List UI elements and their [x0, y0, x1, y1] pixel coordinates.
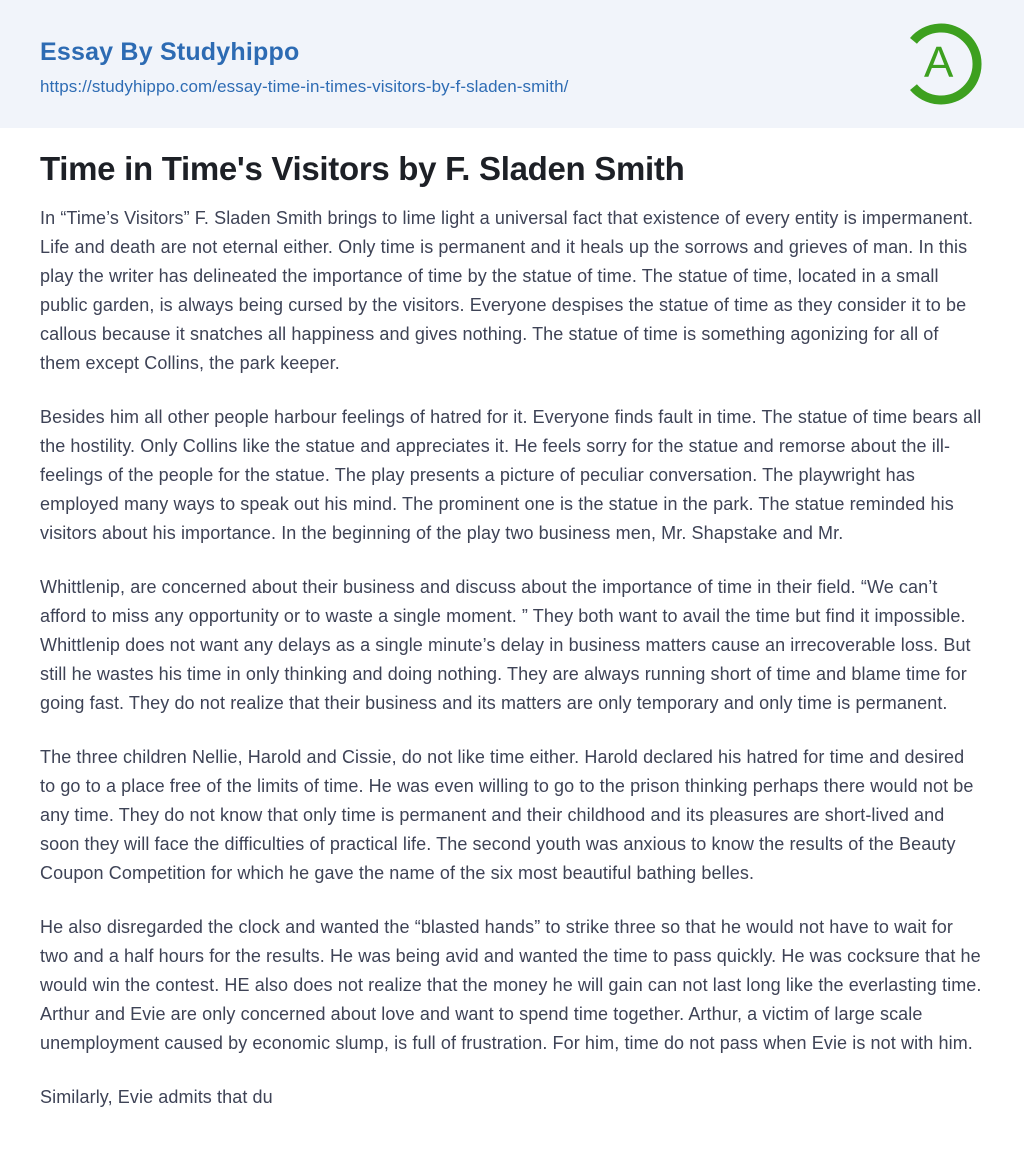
essay-article: [0, 128, 1024, 1152]
studyhippo-logo: [896, 19, 986, 109]
site-name-link[interactable]: Essay By Studyhippo: [40, 37, 300, 66]
essay-paragraph: The three children Nellie, Harold and Cissie, do not like time either. Harold declared his hatred for time and desired to go to a place free of the limits of time. He was even willing to go to the prison thinking perhaps there would not be any time. They do not know that only time is permanent and their childhood and its pleasures are short-lived and soon they will face the difficulties of practical life. The second youth was anxious to know the results of the Beauty Coupon Competition for which he gave the name of the six most beautiful bathing belles.: [40, 747, 974, 883]
page-title: Time in Time's Visitors by F. Sladen Smith: [40, 150, 685, 187]
logo-letter: A: [923, 38, 954, 88]
essay-paragraph: He also disregarded the clock and wanted the “blasted hands” to strike three so that he would not have to wait for two and a half hours for the results. He was being avid and wanted the time to pass quickly. He was cocksure that he would win the contest. HE also does not realize that the money he will gain can not last long like the everlasting time. Arthur and Evie are only concerned about love and want to spend time together. Arthur, a victim of large scale unemployment caused by economic slump, is full of frustration. For him, time do not pass when Evie is not with him.: [40, 917, 982, 1053]
essay-paragraph: Whittlenip, are concerned about their business and discuss about the importance of time in their field. “We can’t afford to miss any opportunity or to waste a single moment. ” They both want to avail the time but find it impossible. Whittlenip does not want any delays as a single minute’s delay in business matters cause an irrecoverable loss. But still he wastes his time in only thinking and doing nothing. They are always running short of time and blame time for going fast. They do not realize that their business and its matters are only temporary and only time is permanent.: [40, 577, 971, 713]
site-header: [0, 0, 1024, 128]
essay-paragraph: Similarly, Evie admits that du: [40, 1087, 273, 1107]
essay-paragraph: Besides him all other people harbour feelings of hatred for it. Everyone finds fault in time. The statue of time bears all the hostility. Only Collins like the statue and appreciates it. He feels sorry for the statue and remorse about the ill-feelings of the people for the statue. The play presents a picture of peculiar conversation. The playwright has employed many ways to speak out his mind. The prominent one is the statue in the park. The statue reminded his visitors about his importance. In the beginning of the play two business men, Mr. Shapstake and Mr.: [40, 407, 982, 543]
source-url-link[interactable]: https://studyhippo.com/essay-time-in-times-visitors-by-f-sladen-smith/: [40, 76, 569, 96]
header-text-block: [40, 32, 568, 97]
essay-paragraph: In “Time’s Visitors” F. Sladen Smith brings to lime light a universal fact that existence of every entity is impermanent. Life and death are not eternal either. Only time is permanent and it heals up the sorrows and grieves of man. In this play the writer has delineated the importance of time by the statue of time. The statue of time, located in a small public garden, is always being cursed by the visitors. Everyone despises the statue of time as they consider it to be callous because it snatches all happiness and gives nothing. The statue of time is something agonizing for all of them except Collins, the park keeper.: [40, 208, 974, 373]
